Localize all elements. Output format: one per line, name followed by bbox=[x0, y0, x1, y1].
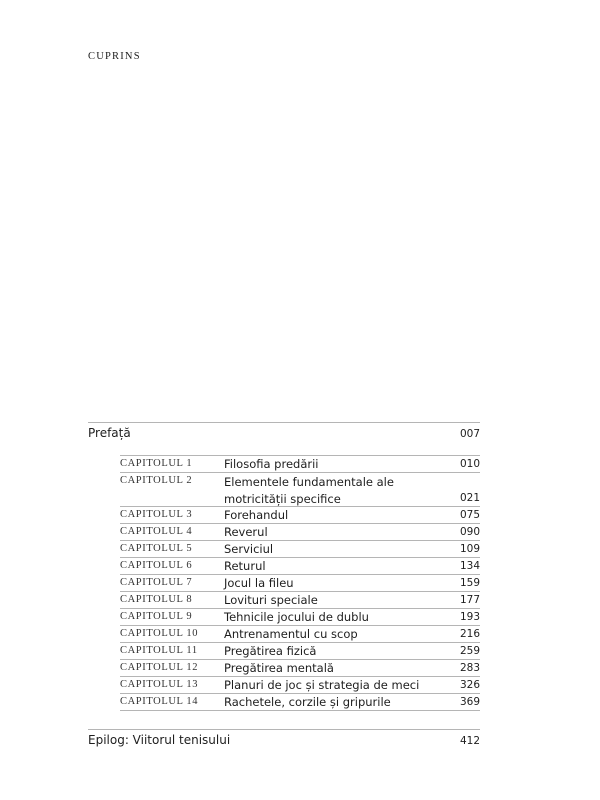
preface-label: Prefață bbox=[88, 426, 131, 440]
chapter-page-number: 369 bbox=[459, 696, 480, 708]
chapter-page-number: 177 bbox=[459, 594, 480, 606]
chapter-title: Pregătirea fizică bbox=[224, 644, 317, 658]
chapter-title: Pregătirea mentală bbox=[224, 661, 334, 675]
table-row bbox=[120, 643, 480, 660]
chapter-rule bbox=[120, 710, 480, 711]
chapter-title: Lovituri speciale bbox=[224, 593, 318, 607]
table-row bbox=[120, 558, 480, 575]
chapter-page-number: 326 bbox=[459, 679, 480, 691]
table-row bbox=[120, 677, 480, 694]
chapter-page-number: 090 bbox=[459, 526, 480, 538]
chapter-title: Planuri de joc și strategia de meci bbox=[224, 678, 420, 692]
chapter-page-number: 259 bbox=[459, 645, 480, 657]
chapter-label: CAPITOLUL 14 bbox=[120, 696, 199, 707]
chapter-title: Antrenamentul cu scop bbox=[224, 627, 358, 641]
chapter-title: Reverul bbox=[224, 525, 268, 539]
chapter-title: Returul bbox=[224, 559, 266, 573]
chapter-title: Rachetele, corzile și gripurile bbox=[224, 695, 391, 709]
chapter-label: CAPITOLUL 11 bbox=[120, 645, 198, 656]
page-header: CUPRINS bbox=[88, 51, 141, 62]
chapter-label: CAPITOLUL 1 bbox=[120, 458, 193, 469]
chapter-page-number: 283 bbox=[459, 662, 480, 674]
chapter-label: CAPITOLUL 7 bbox=[120, 577, 193, 588]
chapter-title: Filosofia predării bbox=[224, 457, 319, 471]
chapter-page-number: 075 bbox=[459, 509, 480, 521]
chapter-label: CAPITOLUL 2 bbox=[120, 475, 193, 486]
epilog-label: Epilog: Viitorul tenisului bbox=[88, 733, 231, 747]
table-row bbox=[120, 609, 480, 626]
chapter-title: Elementele fundamentale ale motricității specifice bbox=[224, 475, 394, 506]
chapter-page-number: 193 bbox=[459, 611, 480, 623]
chapter-title: Forehandul bbox=[224, 508, 289, 522]
epilog-top-rule bbox=[88, 729, 480, 730]
table-row bbox=[120, 660, 480, 677]
preface-top-rule bbox=[88, 422, 480, 423]
chapter-label: CAPITOLUL 4 bbox=[120, 526, 193, 537]
chapter-title: Jocul la fileu bbox=[224, 576, 294, 590]
chapter-title: Tehnicile jocului de dublu bbox=[224, 610, 369, 624]
table-row bbox=[120, 541, 480, 558]
chapter-title: Serviciul bbox=[224, 542, 274, 556]
chapter-label: CAPITOLUL 3 bbox=[120, 509, 193, 520]
table-row bbox=[120, 626, 480, 643]
chapter-label: CAPITOLUL 12 bbox=[120, 662, 199, 673]
chapter-page-number: 010 bbox=[459, 458, 480, 470]
chapter-label: CAPITOLUL 10 bbox=[120, 628, 199, 639]
table-row bbox=[120, 694, 480, 711]
chapter-label: CAPITOLUL 13 bbox=[120, 679, 199, 690]
chapter-page-number: 216 bbox=[459, 628, 480, 640]
chapter-page-number: 021 bbox=[459, 492, 480, 504]
table-row bbox=[120, 473, 480, 507]
chapter-page-number: 159 bbox=[459, 577, 480, 589]
chapter-label: CAPITOLUL 5 bbox=[120, 543, 193, 554]
table-row bbox=[120, 507, 480, 524]
chapter-label: CAPITOLUL 9 bbox=[120, 611, 193, 622]
chapter-page-number: 134 bbox=[459, 560, 480, 572]
table-row bbox=[120, 524, 480, 541]
chapter-page-number: 109 bbox=[459, 543, 480, 555]
chapter-label: CAPITOLUL 8 bbox=[120, 594, 193, 605]
epilog-page-number: 412 bbox=[459, 735, 480, 747]
table-row bbox=[120, 456, 480, 473]
preface-page-number: 007 bbox=[459, 428, 480, 440]
chapter-label: CAPITOLUL 6 bbox=[120, 560, 193, 571]
table-row bbox=[120, 575, 480, 592]
table-row bbox=[120, 592, 480, 609]
